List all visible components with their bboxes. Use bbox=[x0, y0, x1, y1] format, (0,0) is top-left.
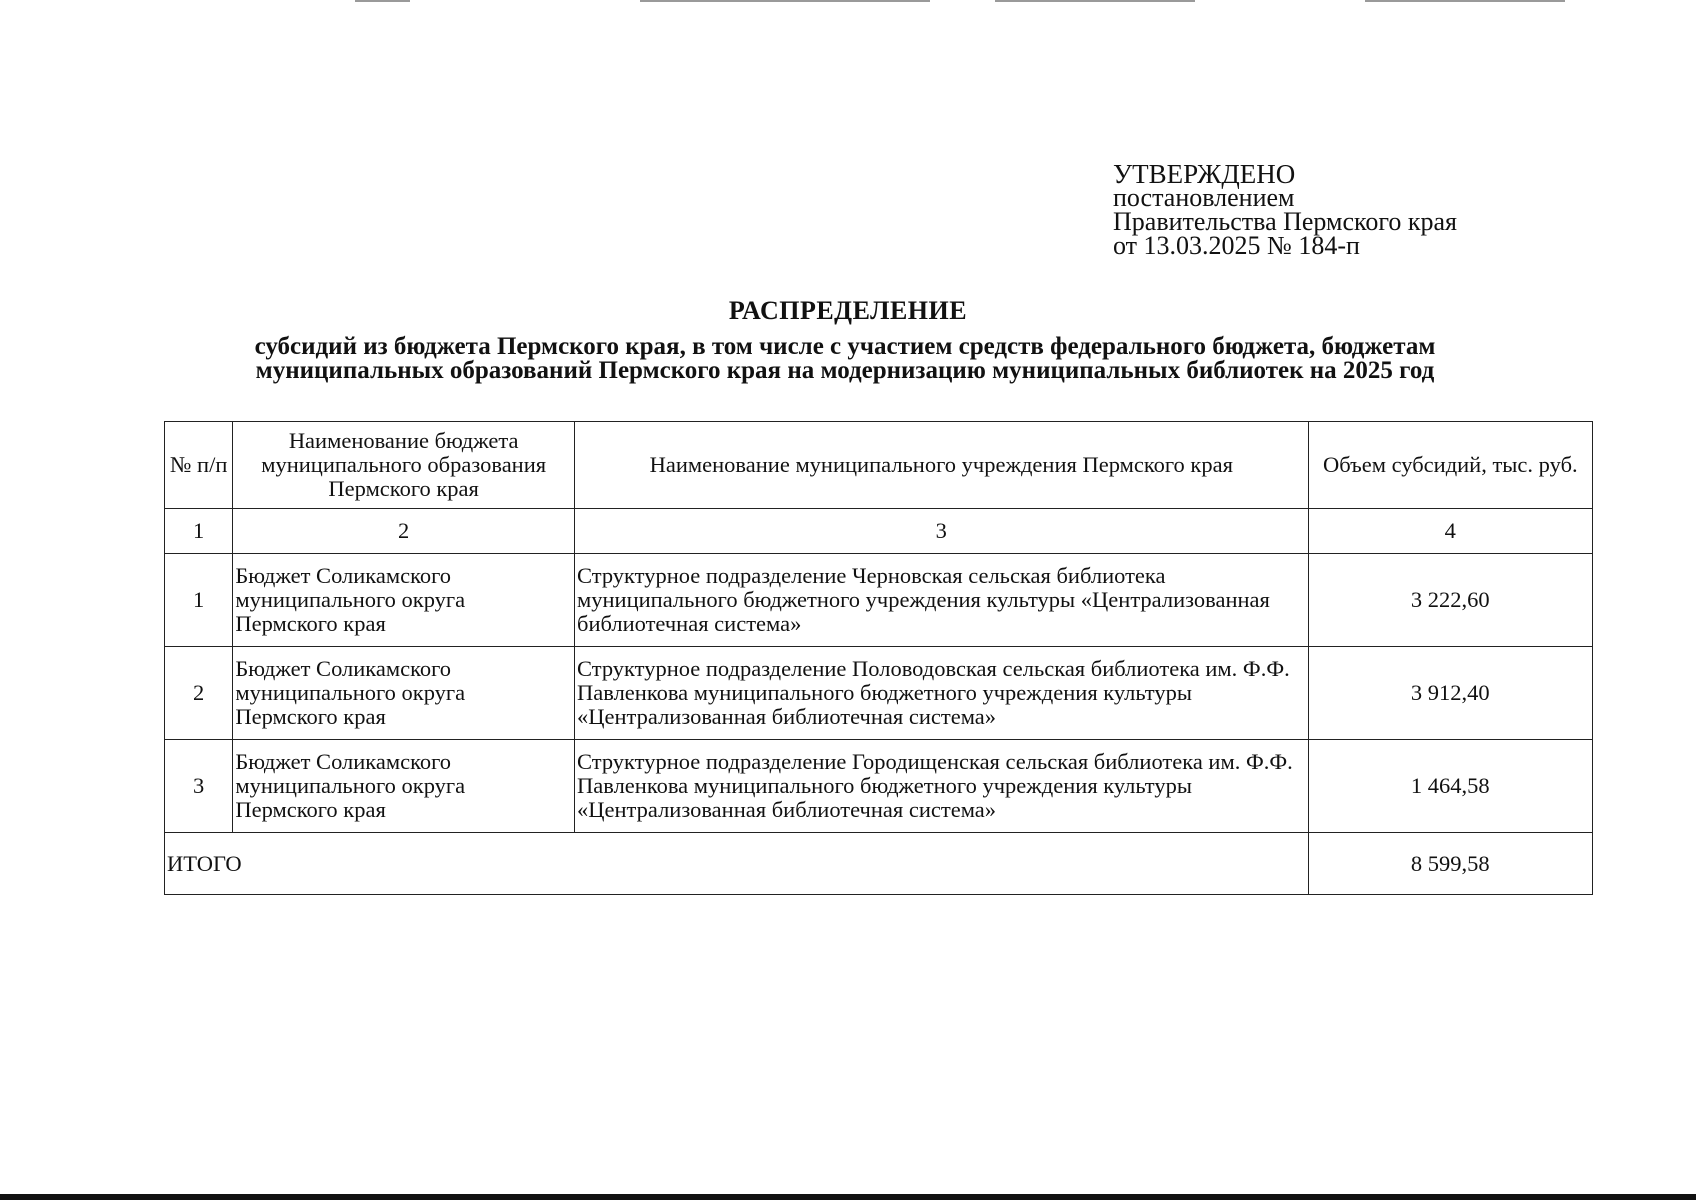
header-institution-name: Наименование муниципального учреждения Пермского края bbox=[575, 422, 1309, 509]
column-numbers-row bbox=[165, 509, 1593, 554]
approval-line-approved: УТВЕРЖДЕНО bbox=[1113, 159, 1296, 189]
total-row bbox=[165, 833, 1593, 895]
approval-line-date-number: от 13.03.2025 № 184-п bbox=[1113, 231, 1360, 260]
row-institution-name: Структурное подразделение Городищенская сельская библиотека им. Ф.Ф. Павленкова муниципального бюджетного учреждения культуры «Централизованная библиотечная система» bbox=[575, 740, 1309, 833]
column-number: 1 bbox=[165, 509, 233, 554]
scan-top-marks bbox=[0, 0, 1696, 3]
scan-bottom-edge bbox=[0, 1194, 1696, 1200]
document-title: РАСПРЕДЕЛЕНИЕ bbox=[728, 296, 968, 325]
approval-line-decree: постановлением bbox=[1113, 183, 1295, 212]
column-number: 2 bbox=[233, 509, 575, 554]
row-number: 1 bbox=[165, 554, 233, 647]
header-budget-name: Наименование бюджета муниципального образования Пермского края bbox=[233, 422, 575, 509]
table-row bbox=[165, 647, 1593, 740]
row-number: 3 bbox=[165, 740, 233, 833]
table-row bbox=[165, 740, 1593, 833]
row-subsidy-volume: 3 912,40 bbox=[1308, 647, 1592, 740]
row-number: 2 bbox=[165, 647, 233, 740]
row-budget-name: Бюджет Соликамского муниципального округа Пермского края bbox=[233, 554, 575, 647]
table-header-row bbox=[165, 422, 1593, 509]
total-value: 8 599,58 bbox=[1308, 833, 1592, 895]
table-row bbox=[165, 554, 1593, 647]
subtitle-line-2: муниципальных образований Пермского края на модернизацию муниципальных библиотек на 2025 год bbox=[255, 357, 1435, 384]
row-budget-name: Бюджет Соликамского муниципального округа Пермского края bbox=[233, 647, 575, 740]
row-subsidy-volume: 1 464,58 bbox=[1308, 740, 1592, 833]
distribution-table bbox=[164, 421, 1593, 895]
row-institution-name: Структурное подразделение Половодовская сельская библиотека им. Ф.Ф. Павленкова муниципального бюджетного учреждения культуры «Централизованная библиотечная система» bbox=[575, 647, 1309, 740]
approval-line-government: Правительства Пермского края bbox=[1113, 207, 1457, 236]
document-subtitle bbox=[160, 335, 1530, 383]
column-number: 3 bbox=[575, 509, 1309, 554]
row-budget-name: Бюджет Соликамского муниципального округа Пермского края bbox=[233, 740, 575, 833]
column-number: 4 bbox=[1308, 509, 1592, 554]
row-subsidy-volume: 3 222,60 bbox=[1308, 554, 1592, 647]
total-label: ИТОГО bbox=[165, 833, 1309, 895]
header-number: № п/п bbox=[165, 422, 233, 509]
subtitle-line-1: субсидий из бюджета Пермского края, в том числе с участием средств федерального бюджета, бюджетам bbox=[254, 333, 1436, 360]
approval-stamp bbox=[1113, 159, 1457, 260]
row-institution-name: Структурное подразделение Черновская сельская библиотека муниципального бюджетного учреждения культуры «Централизованная библиотечная система» bbox=[575, 554, 1309, 647]
header-subsidy-volume: Объем субсидий, тыс. руб. bbox=[1308, 422, 1592, 509]
